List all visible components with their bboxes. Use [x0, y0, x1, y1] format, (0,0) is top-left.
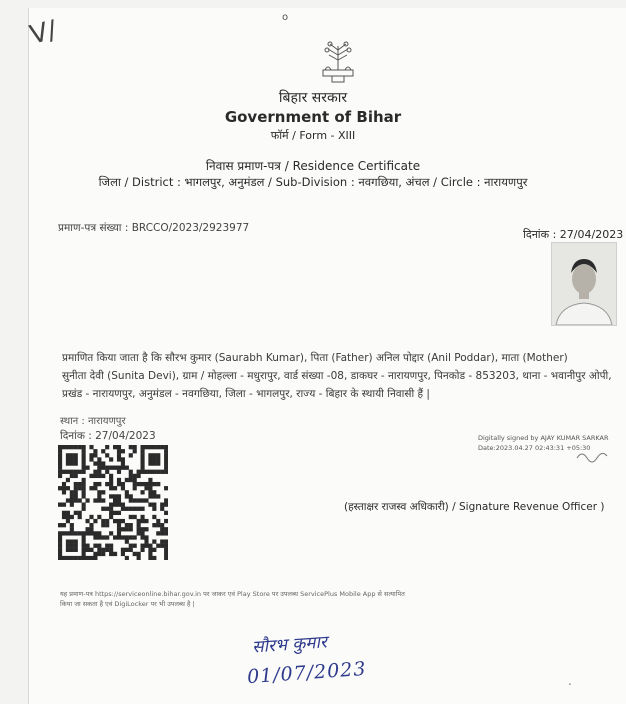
- top-dot-mark: o: [282, 12, 289, 23]
- certificate-date: दिनांक : 27/04/2023: [523, 228, 624, 241]
- certificate-title: निवास प्रमाण-पत्र / Residence Certificate: [205, 159, 421, 173]
- body-line: प्रमाणित किया जाता है कि सौरभ कुमार (Saurabh Kumar), पिता (Father) अनिल पोद्दार (Anil Poddar), माता (Mother): [62, 352, 568, 364]
- footer-line: किया जा सकता है एवं DigiLocker पर भी उपलब्ध है |: [60, 600, 195, 608]
- handwritten-date: 01/07/2023: [246, 657, 368, 689]
- signatory-label: (हस्ताक्षर राजस्व अधिकारी) / Signature Revenue Officer ): [344, 501, 605, 513]
- bihar-emblem-icon: [315, 40, 361, 86]
- digital-signature-signer: Digitally signed by AJAY KUMAR SARKAR: [478, 434, 609, 442]
- issue-date: दिनांक : 27/04/2023: [60, 430, 156, 442]
- digital-signature-date: Date:2023.04.27 02:43:31 +05:30: [478, 444, 591, 452]
- applicant-photo: [551, 242, 617, 326]
- signature-squiggle: [575, 448, 615, 468]
- footer-note: [60, 589, 405, 609]
- government-title: Government of Bihar: [224, 108, 402, 126]
- qr-code: [58, 445, 168, 560]
- certificate-body: [62, 349, 618, 403]
- edge-pen-mark: V/: [26, 15, 60, 51]
- state-name-hindi: बिहार सरकार: [278, 90, 348, 106]
- issue-place: स्थान : नारायणपुर: [60, 416, 126, 427]
- corner-mark: .: [568, 674, 572, 688]
- location-line: जिला / District : भागलपुर, अनुमंडल / Sub-Division : नवगछिया, अंचल / Circle : नारायणपुर: [98, 175, 528, 189]
- handwritten-name: सौरभ कुमार: [251, 632, 328, 658]
- form-number: फॉर्म / Form - XIII: [270, 129, 356, 142]
- certificate-number: प्रमाण-पत्र संख्या : BRCCO/2023/2923977: [58, 222, 250, 234]
- body-line: प्रखंड - नारायणपुर, अनुमंडल - नवगछिया, जिला - भागलपुर, राज्य - बिहार के स्थायी निवासी हैं |: [62, 388, 430, 400]
- footer-line: यह प्रमाण-पत्र https://serviceonline.bihar.gov.in पर जाकर एवं Play Store पर उपलब्ध ServicePlus Mobile App से सत्यापित: [60, 590, 405, 598]
- body-line: सुनीता देवी (Sunita Devi), ग्राम / मोहल्ला - मधुरापुर, वार्ड संख्या -08, डाकघर - नारायणपुर, पिनकोड - 853203, थाना - भवानीपुर ओपी,: [62, 370, 612, 382]
